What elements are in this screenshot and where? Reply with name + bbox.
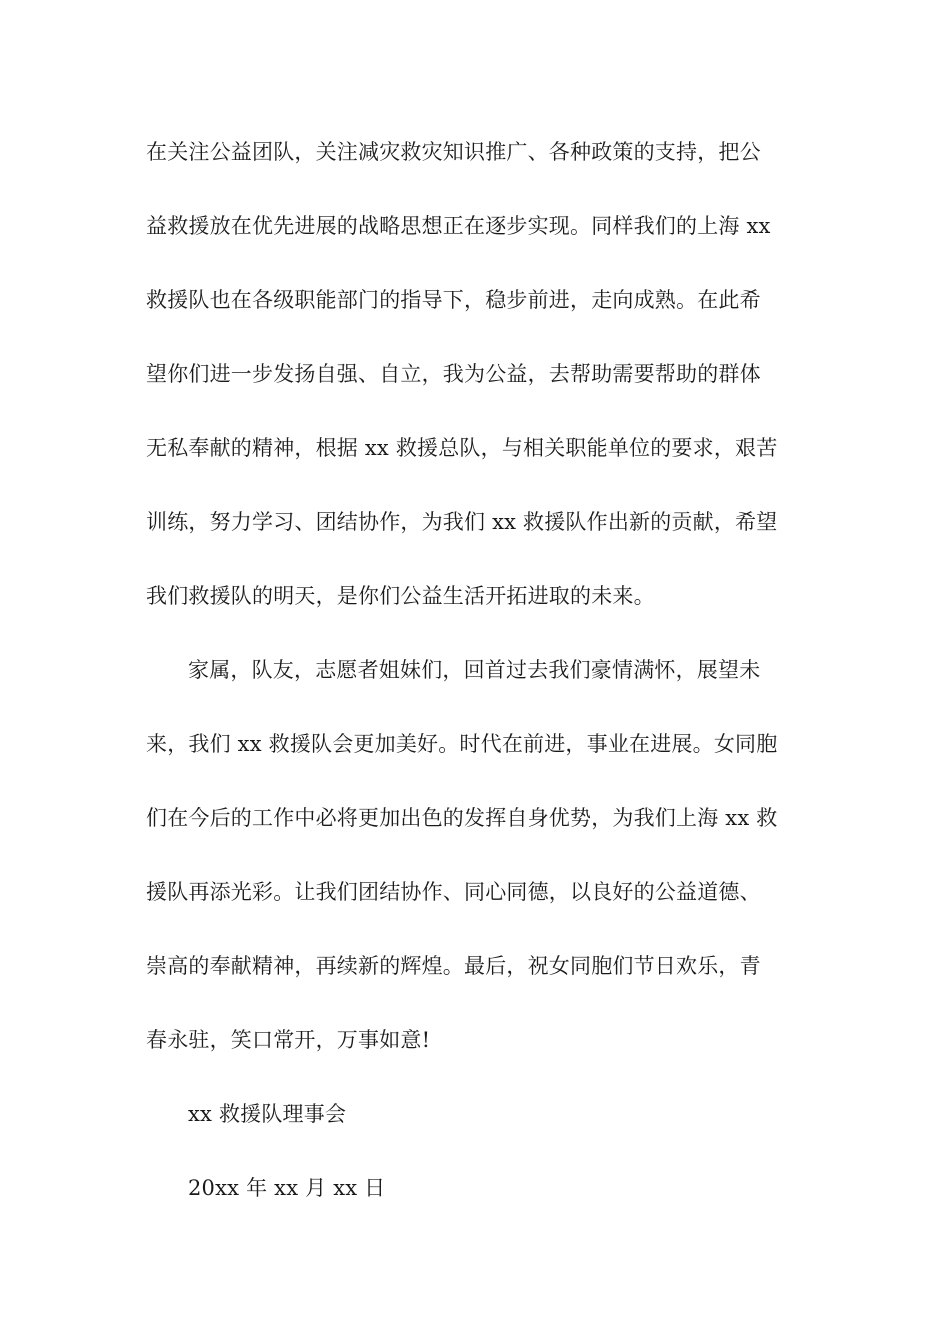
body-text-line: 春永驻，笑口常开，万事如意! xyxy=(146,1028,431,1052)
body-text-line: 益救援放在优先进展的战略思想正在逐步实现。同样我们的上海 xx xyxy=(146,214,771,238)
body-text-line: 无私奉献的精神，根据 xx 救援总队，与相关职能单位的要求，艰苦 xyxy=(146,436,778,460)
paragraph-first-line: 家属，队友，志愿者姐妹们，回首过去我们豪情满怀，展望未 xyxy=(188,658,761,682)
body-text-line: 崇高的奉献精神，再续新的辉煌。最后，祝女同胞们节日欢乐，青 xyxy=(146,954,761,978)
body-text-line: 们在今后的工作中必将更加出色的发挥自身优势，为我们上海 xx 救 xyxy=(146,806,778,830)
body-text-line: 来，我们 xx 救援队会更加美好。时代在前进，事业在进展。女同胞 xyxy=(146,732,778,756)
date-line: 20xx 年 xx 月 xx 日 xyxy=(188,1176,386,1200)
body-text-line: 我们救援队的明天，是你们公益生活开拓进取的未来。 xyxy=(146,584,655,608)
signature: xx 救援队理事会 xyxy=(188,1102,347,1126)
body-text-line: 在关注公益团队，关注减灾救灾知识推广、各种政策的支持，把公 xyxy=(146,140,761,164)
body-text-line: 望你们进一步发扬自强、自立，我为公益，去帮助需要帮助的群体 xyxy=(146,362,761,386)
body-text-line: 援队再添光彩。让我们团结协作、同心同德，以良好的公益道德、 xyxy=(146,880,761,904)
body-text-line: 训练，努力学习、团结协作，为我们 xx 救援队作出新的贡献，希望 xyxy=(146,510,778,534)
body-text-line: 救援队也在各级职能部门的指导下，稳步前进，走向成熟。在此希 xyxy=(146,288,761,312)
